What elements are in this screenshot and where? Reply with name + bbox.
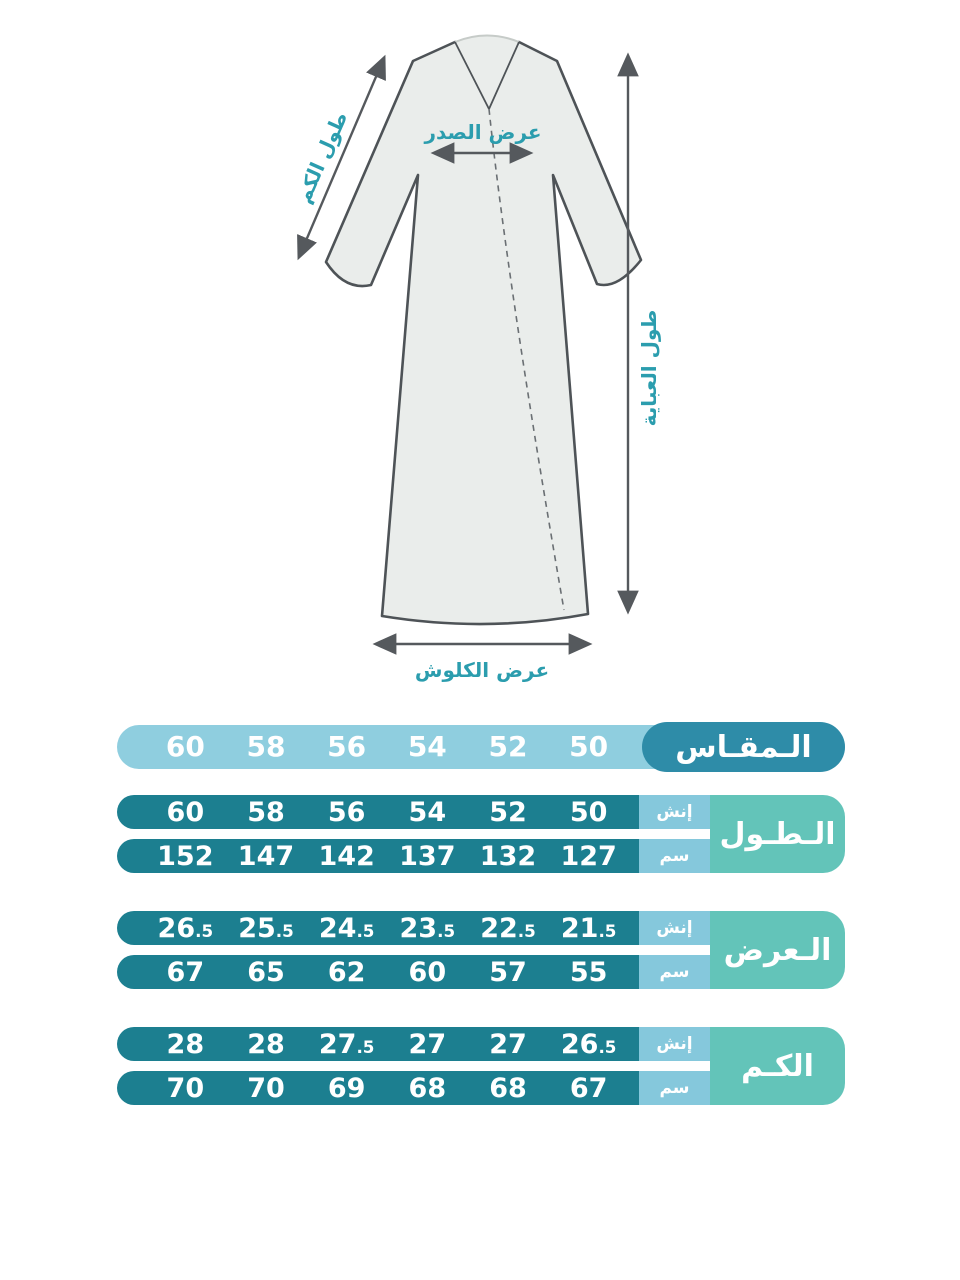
section-width-values [117, 911, 639, 989]
unit-inch-label: إنش [639, 911, 710, 945]
value-cell: 127 [560, 840, 617, 872]
value-cell: 22.5 [480, 912, 536, 944]
unit-column [639, 1027, 710, 1105]
unit-cm-label: سم [639, 839, 710, 873]
section-width [117, 911, 845, 989]
value-cell: 28 [247, 1028, 285, 1060]
size-header-pill: الـمقـاس [642, 722, 845, 772]
value-cell: 142 [318, 840, 375, 872]
unit-cm-label: سم [639, 955, 710, 989]
value-cell: 57 [489, 956, 527, 988]
value-cell: 54 [408, 796, 447, 828]
value-cell: 65 [247, 956, 285, 988]
value-cell: 52 [489, 796, 527, 828]
value-cell: 68 [489, 1072, 527, 1104]
width-inch-row [117, 911, 639, 945]
value-cell: 68 [408, 1072, 447, 1104]
size-chart [117, 722, 845, 1143]
value-cell: 132 [479, 840, 537, 872]
value-cell: 28 [166, 1028, 205, 1060]
length-cm-row [117, 839, 639, 873]
value-cell: 27.5 [318, 1028, 375, 1060]
size-values [117, 725, 639, 769]
section-width-label: الـعرض [710, 911, 845, 989]
value-cell: 70 [166, 1072, 205, 1104]
value-cell: 21.5 [560, 912, 617, 944]
unit-inch-label: إنش [639, 795, 710, 829]
value-cell: 58 [247, 796, 285, 828]
value-cell: 50 [569, 796, 608, 828]
value-cell: 27 [408, 1028, 447, 1060]
value-cell: 54 [407, 730, 447, 763]
section-sleeve-values [117, 1027, 639, 1105]
section-length-label: الـطـول [710, 795, 845, 873]
section-length [117, 795, 845, 873]
value-cell: 55 [569, 956, 608, 988]
value-cell: 67 [166, 956, 205, 988]
value-cell: 23.5 [399, 912, 456, 944]
unit-cm-label: سم [639, 1071, 710, 1105]
sleeve-inch-row [117, 1027, 639, 1061]
value-cell: 52 [488, 730, 528, 763]
value-cell: 60 [166, 796, 205, 828]
abaya-length-label: طول العباية [637, 309, 661, 427]
flare-width-label: عرض الكلوش [414, 658, 550, 682]
value-cell: 152 [157, 840, 214, 872]
value-cell: 25.5 [238, 912, 294, 944]
section-length-values [117, 795, 639, 873]
value-cell: 26.5 [560, 1028, 617, 1060]
value-cell: 56 [327, 730, 367, 763]
section-sleeve-label: الكـم [710, 1027, 845, 1105]
unit-column [639, 911, 710, 989]
value-cell: 56 [327, 796, 366, 828]
value-cell: 147 [237, 840, 295, 872]
sleeve-length-label: طول الكم [290, 107, 353, 207]
value-cell: 69 [327, 1072, 366, 1104]
value-cell: 60 [408, 956, 447, 988]
chest-width-label: عرض الصدر [424, 120, 542, 144]
sleeve-cm-row [117, 1071, 639, 1105]
value-cell: 60 [165, 730, 205, 763]
value-cell: 62 [327, 956, 366, 988]
value-cell: 58 [246, 730, 286, 763]
size-header-row [117, 722, 845, 772]
value-cell: 26.5 [157, 912, 214, 944]
value-cell: 50 [569, 730, 609, 763]
unit-column [639, 795, 710, 873]
value-cell: 70 [247, 1072, 285, 1104]
width-cm-row [117, 955, 639, 989]
section-sleeve [117, 1027, 845, 1105]
unit-inch-label: إنش [639, 1027, 710, 1061]
value-cell: 27 [489, 1028, 527, 1060]
value-cell: 67 [569, 1072, 608, 1104]
length-inch-row [117, 795, 639, 829]
value-cell: 137 [399, 840, 456, 872]
value-cell: 24.5 [318, 912, 375, 944]
